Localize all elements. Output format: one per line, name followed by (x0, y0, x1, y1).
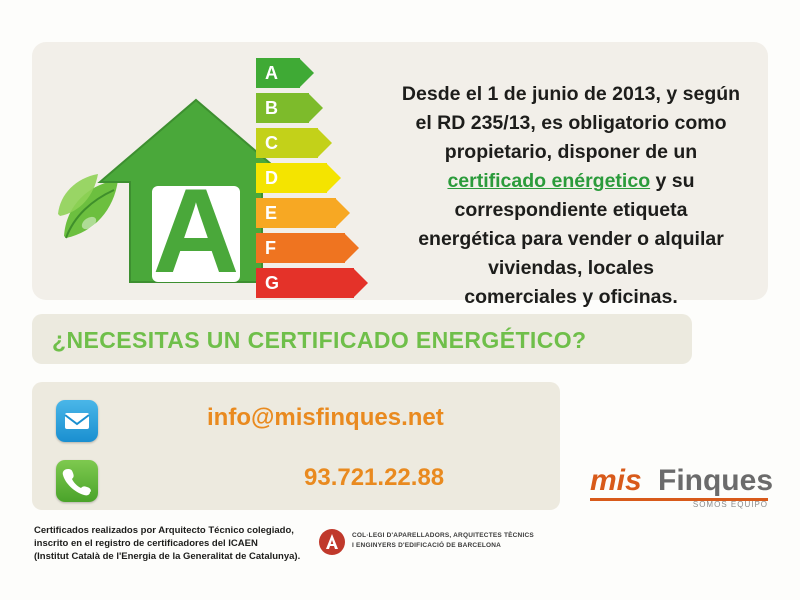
energy-bar-c-label: C (265, 133, 278, 153)
footer-disclaimer (34, 524, 324, 563)
footer-disclaimer-line-2: inscrito en el registro de certificadores del ICAEN (34, 538, 258, 549)
question-text: ¿NECESITAS UN CERTIFICADO ENERGÉTICO? (52, 327, 587, 353)
phone-icon[interactable] (56, 460, 98, 502)
logo-finques-text: Finques (658, 464, 774, 497)
energy-bar-e-label: E (265, 203, 278, 223)
svg-text:A: A (152, 164, 240, 290)
logo-tagline: SOMOS EQUIPO (692, 500, 768, 509)
contact-panel (32, 382, 560, 510)
mis-finques-logo (590, 462, 774, 512)
headline-line-6: energética para vender o alquilar (418, 228, 724, 250)
cateb-logo-icon (318, 528, 346, 556)
email-text[interactable]: info@misfinques.net (207, 404, 444, 431)
footer-org-line-2: I ENGINYERS D'EDIFICACIÓ DE BARCELONA (352, 542, 502, 549)
energy-bar-b (256, 93, 309, 123)
energy-bar-g-label: G (265, 273, 280, 293)
headline-line-7: viviendas, locales (488, 257, 654, 279)
headline-text (382, 80, 760, 312)
energy-bar-d (256, 163, 327, 193)
phone-text[interactable]: 93.721.22.88 (304, 464, 445, 491)
headline-highlight: certificado enérgetico (447, 170, 651, 192)
question-bar (32, 314, 692, 364)
footer-disclaimer-line-3: (Institut Català de l'Energia de la Generalitat de Catalunya). (34, 551, 301, 562)
energy-class-bars (256, 58, 376, 298)
mail-icon[interactable] (56, 400, 98, 442)
headline-line-1: Desde el 1 de junio de 2013, y según (401, 83, 741, 105)
footer-org-line-1: COL·LEGI D'APARELLADORS, ARQUITECTES TÈCNICS (352, 532, 534, 539)
logo-mis-text: mis (590, 464, 642, 497)
footer-organization (352, 531, 582, 551)
energy-bar-b-label: B (265, 98, 278, 118)
energy-artwork (38, 46, 368, 298)
headline-line-3: propietario, disponer de un (444, 141, 698, 163)
energy-bar-g (256, 268, 354, 298)
energy-bar-a (256, 58, 300, 88)
headline-line-8: comerciales y oficinas. (464, 286, 678, 308)
footer-disclaimer-line-1: Certificados realizados por Arquitecto Técnico colegiado, (34, 525, 294, 536)
headline-line-2: el RD 235/13, es obligatorio como (415, 112, 727, 134)
energy-bar-f-label: F (265, 238, 276, 258)
energy-bar-e (256, 198, 336, 228)
headline-line-4-suffix: y su (650, 170, 695, 192)
top-banner (32, 42, 768, 308)
energy-bar-c (256, 128, 318, 158)
energy-bar-d-label: D (265, 168, 278, 188)
energy-bar-a-label: A (265, 63, 278, 83)
headline-line-5: correspondiente etiqueta (454, 199, 688, 221)
energy-bar-f (256, 233, 345, 263)
